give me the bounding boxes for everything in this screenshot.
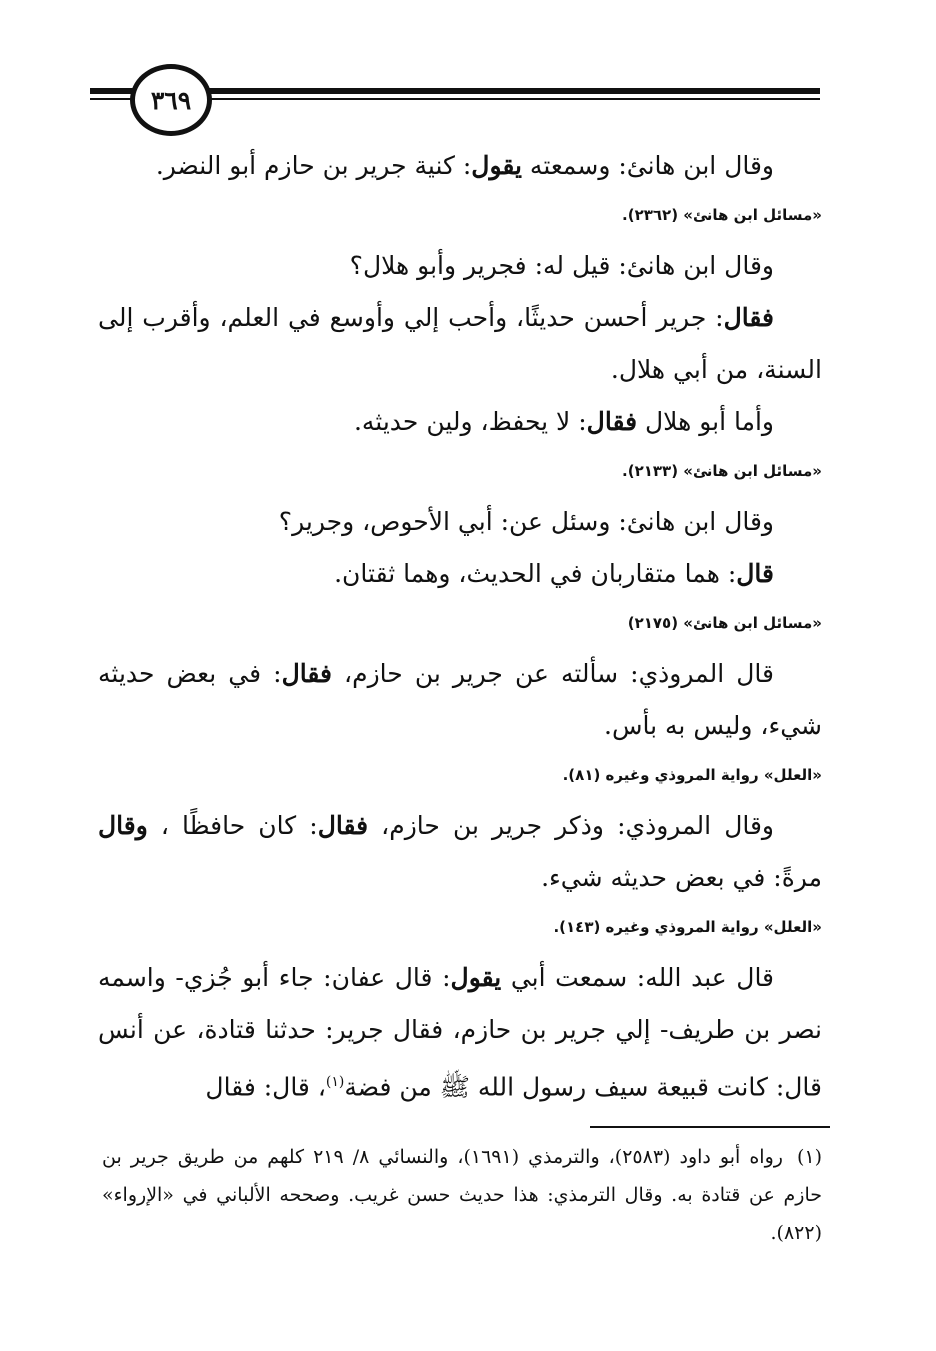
text-run: وقال ابن هانئ: وسئل عن: أبي الأحوص، وجرير؟ — [278, 507, 774, 536]
text-run: قال عبد الله: سمعت أبي — [501, 963, 775, 992]
source-reference: «مسائل ابن هانئ» (٢٣٦٢). — [622, 206, 822, 224]
text-run: مرةً: في بعض حديثه شيء. — [541, 863, 822, 892]
text-paragraph — [98, 548, 822, 600]
source-reference: «مسائل ابن هانئ» (٢١٧٥) — [627, 614, 822, 632]
source-reference: «مسائل ابن هانئ» (٢١٣٣). — [622, 462, 822, 480]
bold-keyword: يقول — [450, 963, 502, 992]
text-run: وقال ابن هانئ: قيل له: فجرير وأبو هلال؟ — [349, 251, 774, 280]
footnote — [102, 1138, 822, 1252]
page-number: ٣٦٩ — [150, 85, 192, 115]
text-run: وقال ابن هانئ: وسمعته — [521, 151, 774, 180]
text-run: : في بعض حديثه شيء، وليس به بأس. — [98, 659, 822, 740]
bold-keyword: فقال — [317, 811, 369, 840]
footnote-marker: (١) — [796, 1146, 822, 1168]
text-run: ، قال: فقال — [205, 1072, 326, 1102]
bold-keyword: فقال — [586, 407, 638, 436]
bold-keyword: يقول — [471, 151, 522, 180]
source-reference: «العلل» رواية المروذي وغيره (١٤٣). — [553, 918, 822, 936]
text-paragraph — [98, 496, 822, 548]
text-run: : لا يحفظ، ولين حديثه. — [353, 407, 587, 436]
text-paragraph — [98, 800, 822, 904]
bold-keyword: وقال — [98, 811, 148, 840]
main-text — [98, 140, 822, 1113]
footnote-ref: (١) — [325, 1074, 345, 1090]
text-run: وأما أبو هلال — [637, 407, 774, 436]
text-paragraph — [98, 140, 822, 192]
page-number-badge — [130, 64, 212, 136]
page-header — [90, 64, 820, 134]
text-run: : كنية جرير بن حازم أبو النضر. — [155, 151, 472, 180]
text-run: : هما متقاربان في الحديث، وهما ثقتان. — [334, 559, 737, 588]
text-run: : كان حافظًا ، — [147, 811, 318, 840]
text-run: : جرير أحسن حديثًا، وأحب إلي وأوسع في العلم، وأقرب إلى السنة، من أبي هلال. — [98, 303, 822, 384]
bold-keyword: قال — [736, 559, 774, 588]
text-paragraph — [98, 648, 822, 752]
bold-keyword: فقال — [723, 303, 774, 332]
text-run: : قال عفان: جاء أبو جُزي- واسمه نصر بن طريف- إلي جرير بن حازم، فقال جرير: حدثنا قتادة، عن أنس قال: كانت قبيعة سيف رسول الله ﷺ من فضة — [98, 963, 822, 1102]
text-run: وقال المروذي: وذكر جرير بن حازم، — [368, 811, 774, 840]
footnote-separator — [590, 1126, 830, 1128]
footnote-text: رواه أبو داود (٢٥٨٣)، والترمذي (١٦٩١)، والنسائي ٨/ ٢١٩ كلهم من طريق جرير بن حازم عن قتادة به. وقال الترمذي: هذا حديث حسن غريب. وصححه الألباني في «الإرواء» (٨٢٢). — [102, 1146, 822, 1244]
text-paragraph — [98, 240, 822, 292]
bold-keyword: فقال — [281, 659, 332, 688]
text-paragraph — [98, 292, 822, 396]
text-run: قال المروذي: سألته عن جرير بن حازم، — [331, 659, 774, 688]
source-reference: «العلل» رواية المروذي وغيره (٨١). — [562, 766, 822, 784]
text-paragraph — [98, 952, 822, 1113]
text-paragraph — [98, 396, 822, 448]
